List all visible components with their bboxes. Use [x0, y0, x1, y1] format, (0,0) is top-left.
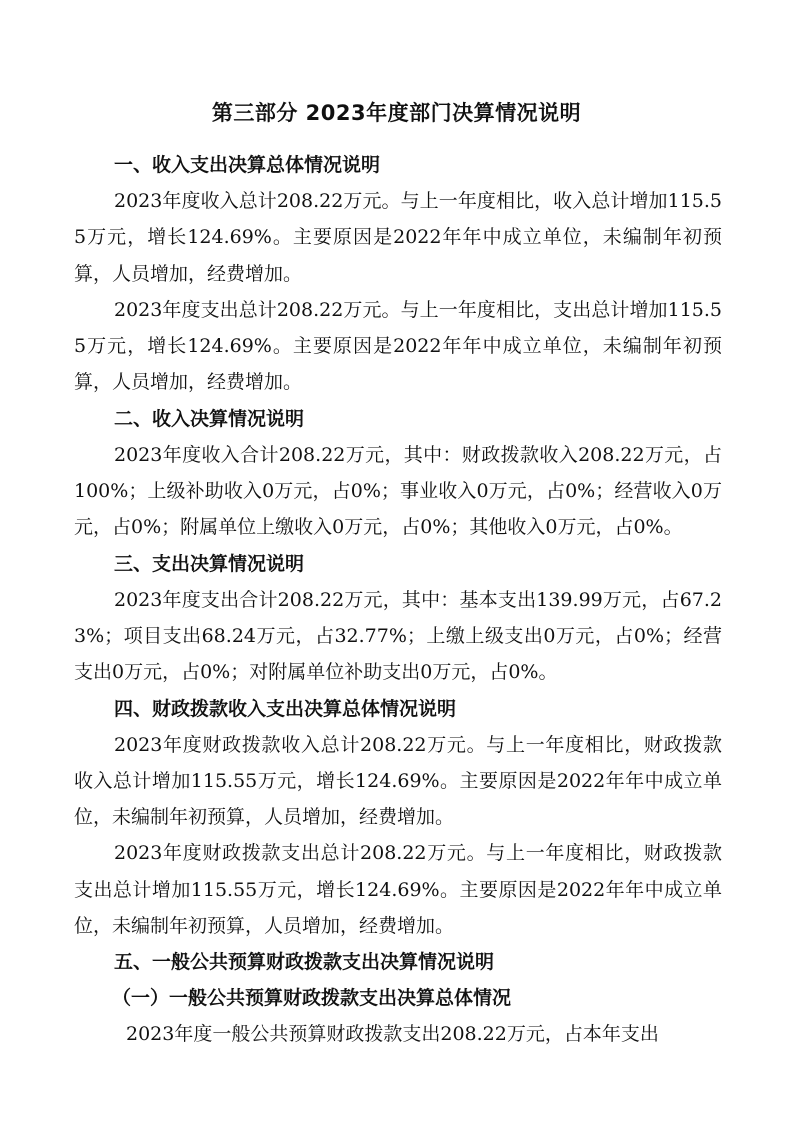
paragraph: 2023年度财政拨款支出总计208.22万元。与上一年度相比，财政拨款支出总计增加115.55万元，增长124.69%。主要原因是2022年年中成立单位，未编制年初预算，人员增加，经费增加。: [74, 842, 722, 938]
paragraph: 2023年度财政拨款收入总计208.22万元。与上一年度相比，财政拨款收入总计增加115.55万元，增长124.69%。主要原因是2022年年中成立单位，未编制年初预算，人员增加，经费增加。: [74, 733, 722, 829]
section-heading: 三、支出决算情况说明: [114, 552, 305, 575]
section-1: [74, 147, 722, 401]
subsection-heading: （一）一般公共预算财政拨款支出决算总体情况: [112, 987, 512, 1010]
paragraph: 2023年度一般公共预算财政拨款支出208.22万元，占本年支出: [126, 1023, 659, 1046]
section-5: [74, 944, 722, 1052]
section-heading: 五、一般公共预算财政拨款支出决算情况说明: [114, 951, 495, 974]
paragraph: 2023年度收入总计208.22万元。与上一年度相比，收入总计增加115.55万元，增长124.69%。主要原因是2022年年中成立单位，未编制年初预算，人员增加，经费增加。: [74, 190, 722, 285]
section-4: [74, 691, 722, 945]
section-heading: 二、收入决算情况说明: [114, 407, 305, 430]
section-2: [74, 401, 722, 546]
document-body: [74, 147, 722, 1053]
paragraph: 2023年度收入合计208.22万元，其中：财政拨款收入208.22万元，占100%；上级补助收入0万元，占0%；事业收入0万元，占0%；经营收入0万元，占0%；附属单位上缴收入0万元，占0%；其他收入0万元，占0%。: [74, 443, 722, 539]
section-heading: 一、收入支出决算总体情况说明: [114, 154, 381, 176]
section-3: [74, 546, 722, 691]
paragraph: 2023年度支出合计208.22万元，其中：基本支出139.99万元，占67.23%；项目支出68.24万元，占32.77%；上缴上级支出0万元，占0%；经营支出0万元，占0%；对附属单位补助支出0万元，占0%。: [74, 588, 722, 684]
paragraph: 2023年度支出总计208.22万元。与上一年度相比，支出总计增加115.55万元，增长124.69%。主要原因是2022年年中成立单位，未编制年初预算，人员增加，经费增加。: [74, 298, 722, 394]
page-title: 第三部分 2023年度部门决算情况说明: [211, 101, 582, 125]
section-heading: 四、财政拨款收入支出决算总体情况说明: [114, 697, 457, 720]
